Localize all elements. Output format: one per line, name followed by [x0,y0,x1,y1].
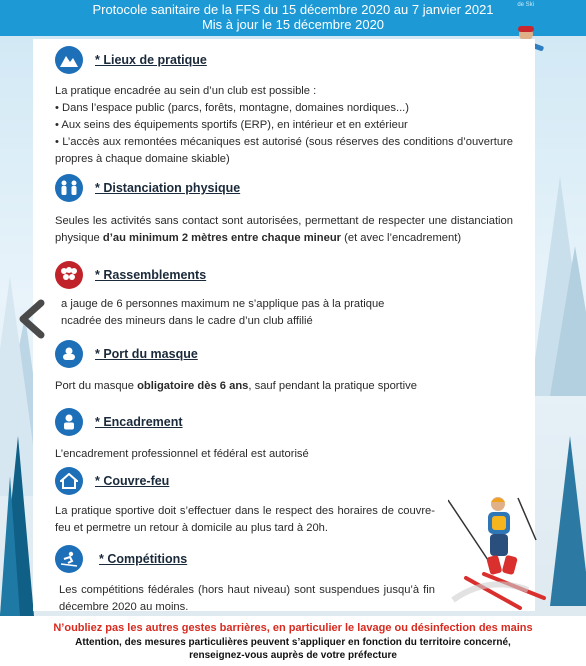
section-title: * Compétitions [99,552,188,566]
text-span: (et avec l’encadrement) [341,232,462,244]
text-span: Port du masque [55,380,138,392]
paragraph: L’encadrement professionnel et fédéral est autorisé [55,448,309,460]
people-distance-icon [55,174,83,202]
paragraph: La pratique sportive doit s’effectuer dans le respect des horaires de couvre-feu et permetre un retour à domicile au plus tard à 20h. [55,505,435,534]
paragraph-line: ncadrée des mineurs dans le cadre d’un club affilié [61,315,313,327]
left-dark-tree [0,396,34,616]
house-icon [55,467,83,495]
footer-attention-line: Attention, des mesures particulières peuvent s’appliquer en fonction du territoire concerné, [75,637,511,648]
update-date: Mis à jour le 15 décembre 2020 [201,17,385,32]
section-distanciation-physique [33,174,535,247]
mask-icon [55,340,83,368]
instructor-icon [55,408,83,436]
section-encadrement [33,408,535,463]
section-body [33,296,535,330]
footer [0,616,586,666]
skier-illustration [448,490,558,610]
section-body [33,378,535,395]
brand-logo: de Ski [517,2,534,8]
section-title: * Distanciation physique [95,181,241,195]
bold-text: obligatoire dès 6 ans [137,380,249,392]
section-rassemblements [33,261,535,330]
section-title: * Encadrement [95,415,183,429]
footer-prefecture-line: renseignez-vous auprès de votre préfecture [189,650,397,661]
text-span: Seules les activités sans contact sont autorisées, permettant de respecter une distanciation physique [55,215,513,244]
bullet-item: • L’accès aux remontées mécaniques est autorisé (sous réserves des conditions d’ouverture propres à chaque domaine skiable) [55,136,513,165]
paragraph: La pratique encadrée au sein d’un club est possible : [55,85,317,97]
protocol-title: Protocole sanitaire de la FFS du 15 décembre 2020 au 7 janvier 2021 [92,2,494,17]
bullet-item: • Aux seins des équipements sportifs (ERP), en intérieur et en extérieur [55,119,408,131]
crowd-icon [55,261,83,289]
paragraph-line: a jauge de 6 personnes maximum ne s’applique pas à la pratique [61,298,385,310]
paragraph [55,213,513,247]
section-title: * Couvre-feu [95,474,170,488]
skier-icon [55,545,83,573]
barrier-gestures-warning: N’oubliez pas les autres gestes barrières, en particulier le lavage ou désinfection des mains [53,622,533,634]
section-port-du-masque [33,340,535,395]
section-lieux-de-pratique [33,46,535,168]
paragraph [55,378,513,395]
mountain-icon [55,46,83,74]
section-body [33,83,535,168]
text-span: , sauf pendant la pratique sportive [248,380,417,392]
bullet-item: • Dans l’espace public (parcs, forêts, montagne, domaines nordiques...) [55,102,410,114]
previous-page-button[interactable] [12,296,52,342]
section-body [33,213,535,247]
paragraph: Les compétitions fédérales (hors haut niveau) sont suspendues jusqu’à fin décembre 2020 au moins. [59,584,435,613]
chevron-left-icon [17,299,47,339]
section-title: * Lieux de pratique [95,53,207,67]
section-title: * Port du masque [95,347,198,361]
section-body [33,446,535,463]
section-title: * Rassemblements [95,268,207,282]
right-tree-illustration [530,156,586,396]
bold-text: d’au minimum 2 mètres entre chaque mineur [102,232,342,244]
